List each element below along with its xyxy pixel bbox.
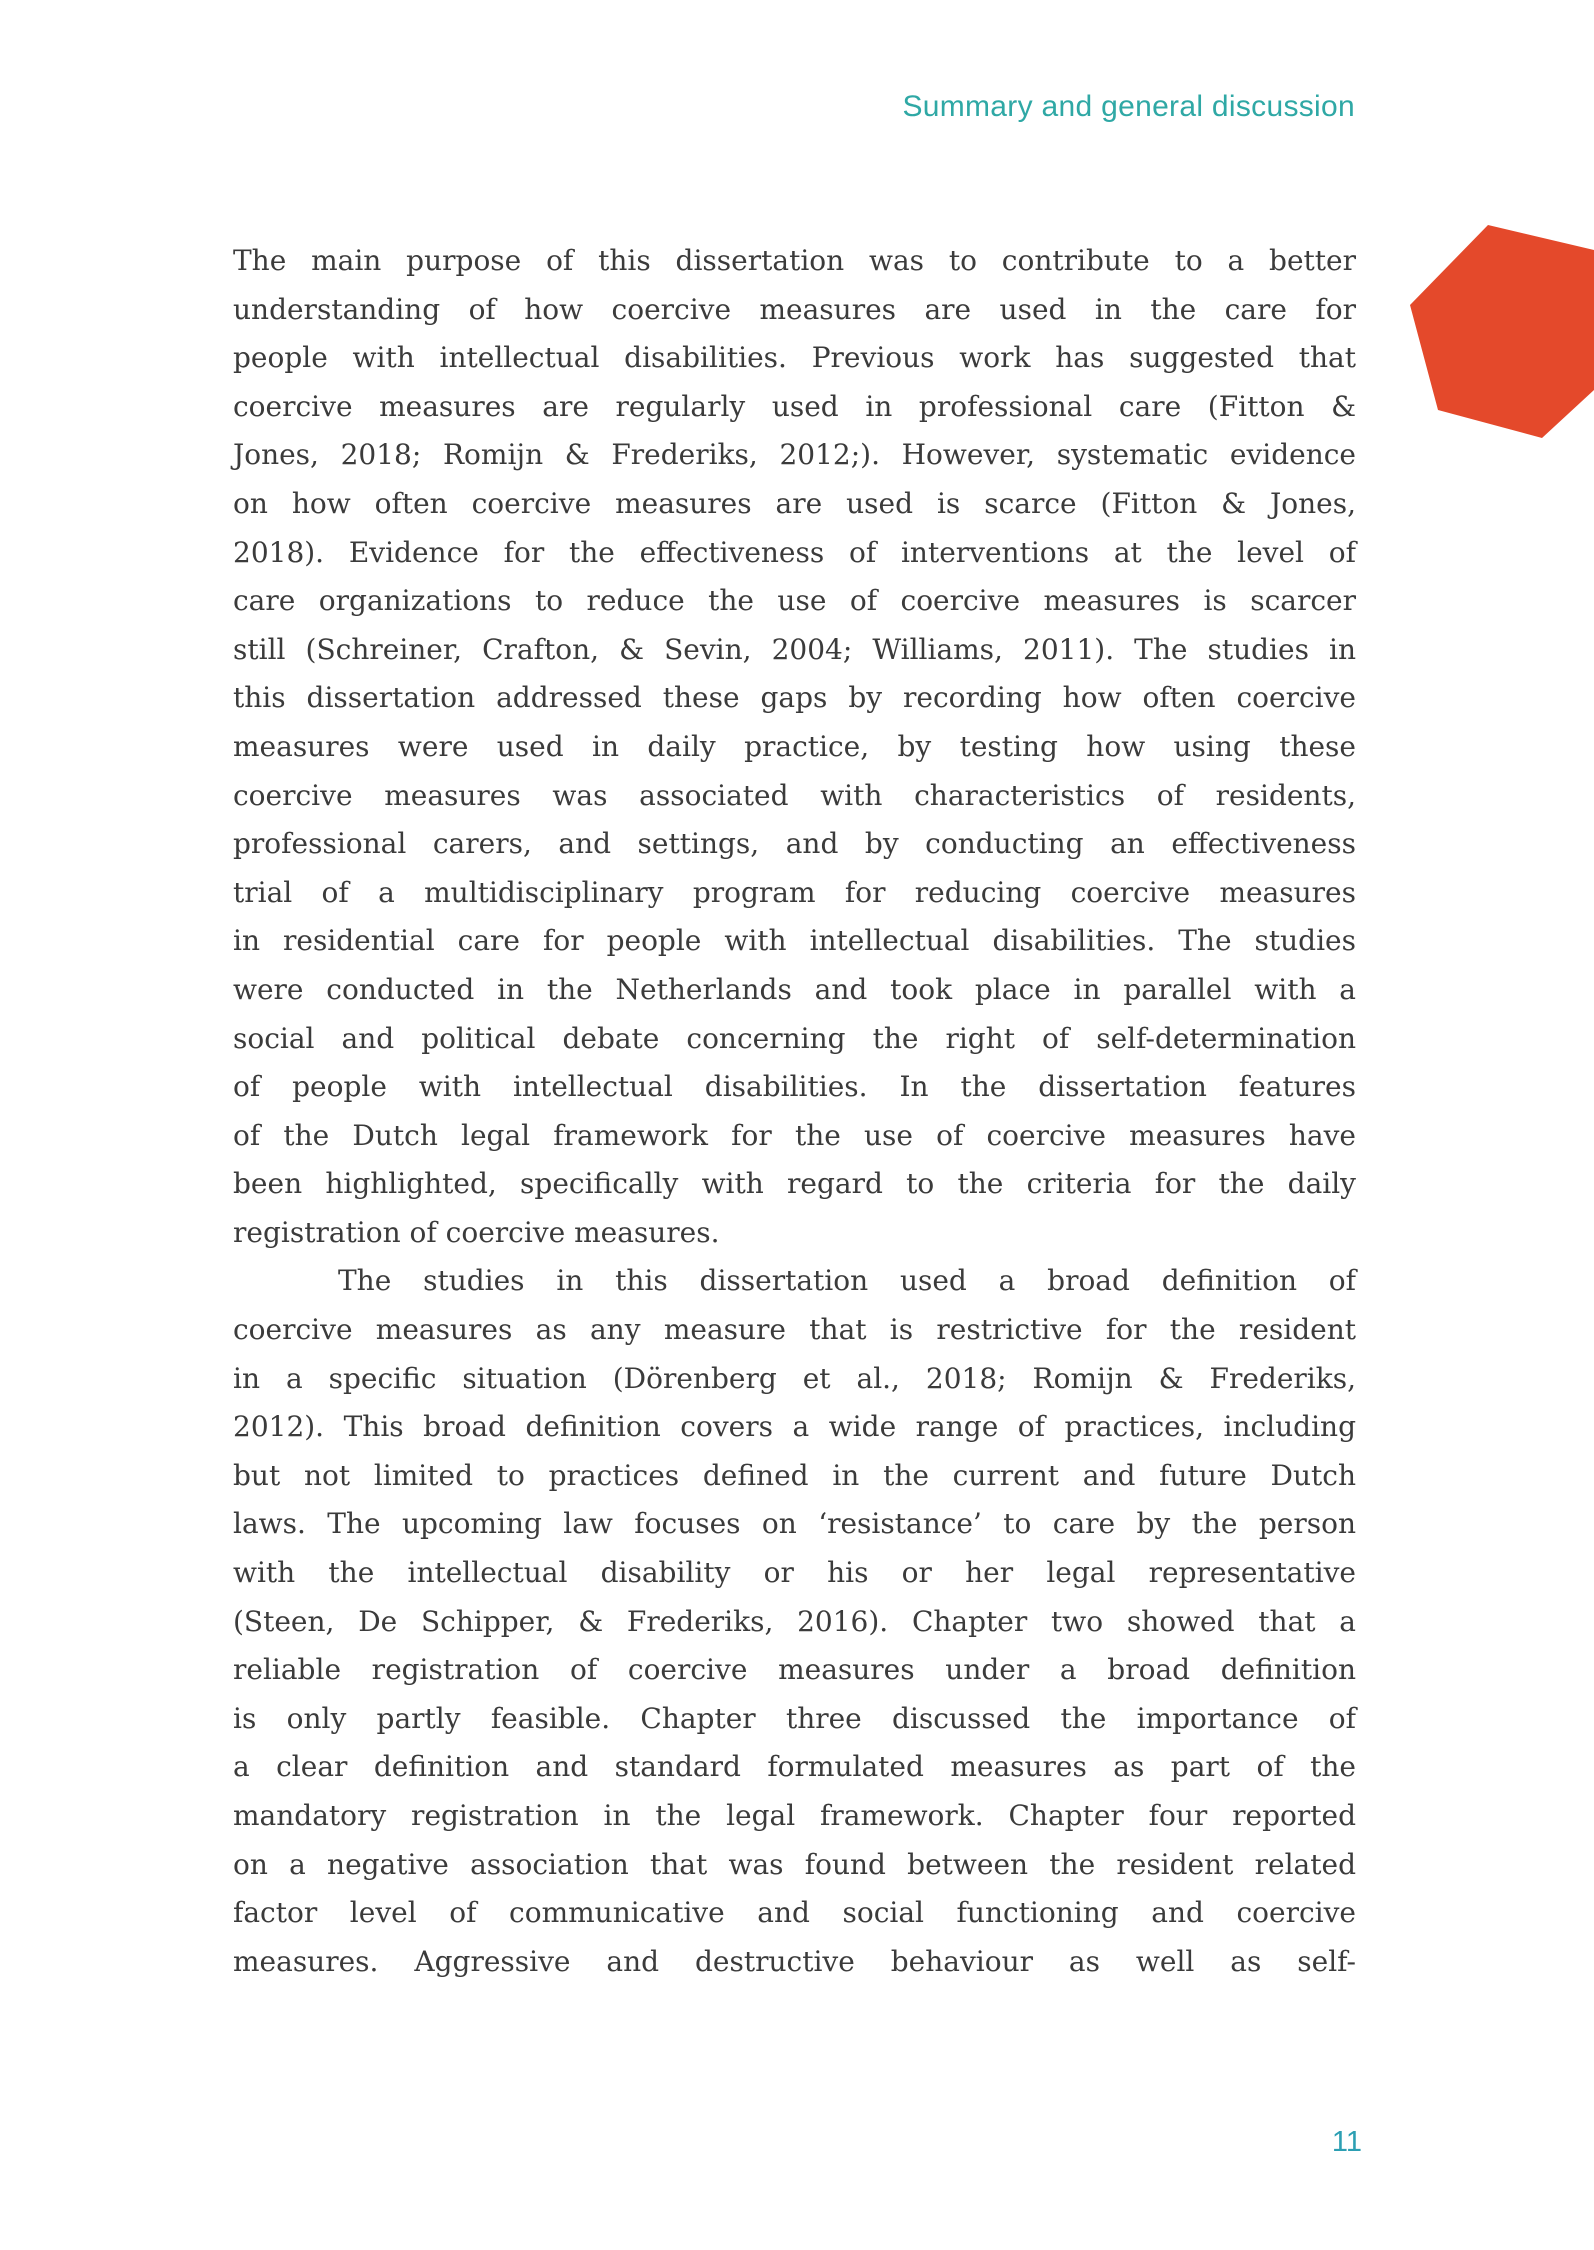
text-line: 2012). This broad definition covers a wide range of practices, including — [233, 1410, 1356, 1444]
text-line: a clear definition and standard formulated measures as part of the — [233, 1750, 1356, 1784]
text-line: of people with intellectual disabilities. In the dissertation features — [233, 1070, 1356, 1104]
text-line: The studies in this dissertation used a broad definition of — [338, 1264, 1356, 1298]
text-line: of the Dutch legal framework for the use of coercive measures have — [233, 1118, 1356, 1152]
text-line: but not limited to practices defined in the current and future Dutch — [233, 1458, 1356, 1492]
text-line: reliable registration of coercive measures under a broad definition — [233, 1653, 1356, 1687]
text-line: understanding of how coercive measures are used in the care for — [233, 292, 1356, 326]
body-text — [233, 237, 1356, 1986]
running-header: Summary and general discussion — [902, 90, 1355, 123]
text-line: on how often coercive measures are used is scarce (Fitton & Jones, — [233, 486, 1356, 520]
text-line: in a specific situation (Dörenberg et al., 2018; Romijn & Frederiks, — [233, 1361, 1356, 1395]
text-line: been highlighted, specifically with regard to the criteria for the daily — [233, 1167, 1356, 1201]
text-line: this dissertation addressed these gaps by recording how often coercive — [233, 681, 1356, 715]
text-line: were conducted in the Netherlands and took place in parallel with a — [233, 972, 1356, 1006]
text-line: social and political debate concerning the right of self-determination — [233, 1021, 1356, 1055]
text-line: people with intellectual disabilities. Previous work has suggested that — [233, 341, 1356, 375]
text-line: factor level of communicative and social functioning and coercive — [233, 1896, 1356, 1930]
text-line: is only partly feasible. Chapter three discussed the importance of — [233, 1701, 1356, 1735]
text-line: trial of a multidisciplinary program for reducing coercive measures — [233, 875, 1356, 909]
text-line: care organizations to reduce the use of coercive measures is scarcer — [233, 584, 1356, 618]
text-line: coercive measures was associated with characteristics of residents, — [233, 778, 1356, 812]
text-line: registration of coercive measures. — [233, 1215, 720, 1249]
polygon-shape — [1410, 225, 1594, 438]
text-line: coercive measures as any measure that is restrictive for the resident — [233, 1313, 1356, 1347]
text-line: professional carers, and settings, and by conducting an effectiveness — [233, 827, 1356, 861]
text-line: Jones, 2018; Romijn & Frederiks, 2012;). However, systematic evidence — [233, 438, 1356, 472]
text-line: coercive measures are regularly used in professional care (Fitton & — [233, 389, 1356, 423]
page-number: 11 — [1331, 2126, 1362, 2158]
text-line: The main purpose of this dissertation was to contribute to a better — [233, 244, 1356, 277]
text-line: mandatory registration in the legal framework. Chapter four reported — [233, 1799, 1356, 1832]
text-line: with the intellectual disability or his or her legal representative — [233, 1556, 1356, 1590]
text-line: (Steen, De Schipper, & Frederiks, 2016). Chapter two showed that a — [233, 1604, 1356, 1638]
text-line: 2018). Evidence for the effectiveness of interventions at the level of — [233, 535, 1356, 569]
text-line: measures. Aggressive and destructive behaviour as well as self- — [233, 1944, 1356, 1978]
text-line: laws. The upcoming law focuses on ‘resistance’ to care by the person — [233, 1507, 1356, 1541]
text-line: in residential care for people with intellectual disabilities. The studies — [233, 924, 1356, 958]
text-line: still (Schreiner, Crafton, & Sevin, 2004; Williams, 2011). The studies in — [233, 632, 1356, 666]
text-line: measures were used in daily practice, by testing how using these — [233, 729, 1356, 763]
orange-polygon-decoration — [1404, 220, 1594, 442]
text-line: on a negative association that was found between the resident related — [233, 1847, 1356, 1881]
